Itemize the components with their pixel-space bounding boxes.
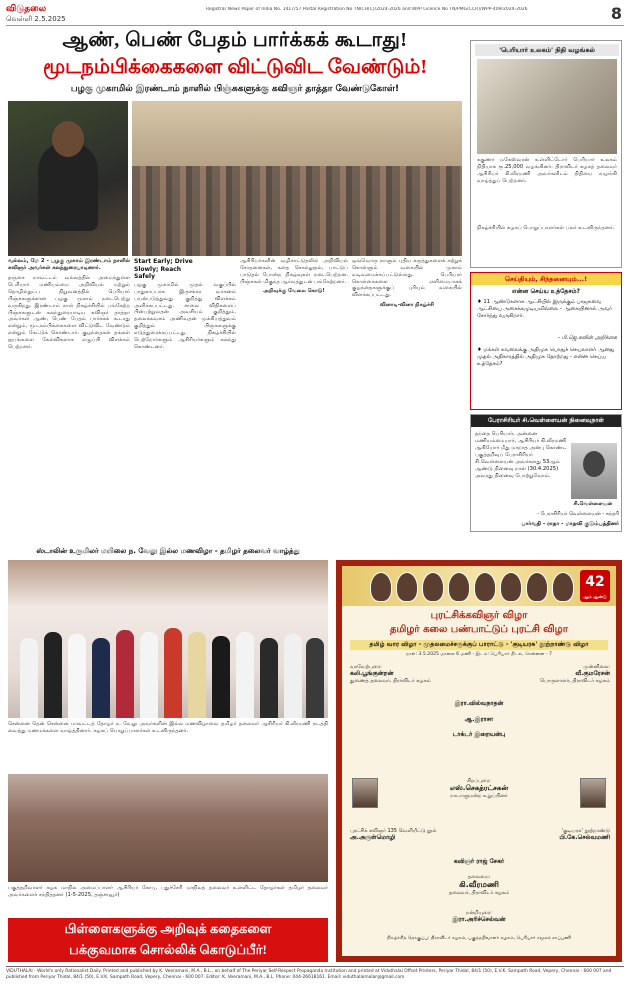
- ad-title-2: தமிழர் கலை பண்பாட்டுப் புரட்சி விழா: [390, 624, 568, 635]
- lead-column-1: [8, 258, 130, 540]
- ad-detail: நாள்: 3.5.2025 மாலை 6 மணி - இடம்: பெரியார் திடல், சென்னை - 7: [406, 652, 552, 657]
- audience-photo: [132, 101, 462, 256]
- person-figure: [260, 638, 278, 718]
- obituary-box: [470, 414, 622, 532]
- person-figure: [188, 632, 206, 718]
- badge-number: 42: [585, 574, 605, 590]
- wedding-caption: சென்னை தென் சென்னை மாவட்டத் தோழர் ந. வேலு அவர்களின் இல்ல மணவிழாவை தமிழர் தலைவர் ஆசிரியர் கி.வீரமணி நடத்தி வைத்து மணமக்களை வாழ்த்தினார். கழகப் பொறுப்பாளர்கள் உடனிருந்தனர்.: [8, 721, 328, 734]
- audience-rows: [132, 166, 462, 256]
- news-and-thought-box: [470, 272, 622, 410]
- lead-headline-2: மூடநம்பிக்கைகளை விட்டுவிட வேண்டும்!: [42, 56, 428, 78]
- ad-footer-note: நிகழ்ச்சித் தொகுப்பு: திராவிடர் கழகம், பகுத்தறிவாளர் கழகம், பெரியார் சமூகக் காப்பணி: [386, 936, 572, 941]
- portrait-head: [583, 451, 605, 477]
- guest-2-name: ஆ.இராசா: [464, 715, 494, 723]
- news-thought-question: என்ன செய்ய உத்தேசம்?: [512, 288, 580, 295]
- lead-role: பொருளாளர், திராவிடர் கழகம்: [540, 677, 610, 684]
- sidebar-feature-photo: [477, 59, 617, 154]
- page-number: 8: [610, 4, 622, 23]
- obituary-body: தந்தை பெரியார், அன்னை மணியம்மையார், ஆசிரியர் கி.வீரமணி ஆகியோர் மீது மாறாத அன்பு கொண்ட பகுத்தறிவுப் பேராசிரியர் சி.வெள்ளையன் அவர்களது 53ஆம் ஆண்டு நினைவு நாள் (30.4.2025) அவரது நினைவு போற்றுவோம்.: [475, 431, 567, 480]
- release-name: அ.அருள்மொழி: [350, 834, 396, 842]
- lead-col1-text: தஞ்சை மாவட்டம் வல்லத்தில் அமைந்துள்ள பெரியார் மணியம்மை அறிவியல் மற்றும் தொழில்நுட்ப நிறுவனத்தில் பெரியார் பிஞ்சுகளுக்கான பழகு முகாம் நடைபெற்று வருகிறது. இரண்டாம் நாள் நிகழ்ச்சியில் பங்கேற்ற பிஞ்சுகளுடன் கலந்துரையாடிய கவிஞர் தாத்தா அவர்கள் ஆண், பெண் பேதம் பார்க்கக் கூடாது என்றும், மூடநம்பிக்கைகளை விட்டுவிட வேண்டும் என்றும் கேட்டுக் கொண்டார். குழந்தைகள் தங்கள் ஐயங்களை கேள்விகளாக எழுப்பி விளக்கம் பெற்றனர்.: [8, 275, 130, 350]
- ad-presided: [350, 874, 608, 897]
- person-figure: [164, 628, 182, 718]
- anniversary-badge: [580, 570, 610, 602]
- leader-portrait: [552, 572, 574, 602]
- group-caption: பகுத்தறிவாளர் கழக மாநில அமைப்பாளர் ஆசிரியர் கோபு, புதுச்சேரி மாநிலத் தலைவர் உள்ளிட்ட தோழர்கள் தமிழர் தலைவர் அவர்களைச் சந்தித்தனர் (1-5-2025, தஞ்சாவூர்): [8, 885, 328, 898]
- leader-portrait: [370, 572, 392, 602]
- person-figure: [284, 634, 302, 718]
- lead-column-4: [352, 258, 462, 540]
- obituary-family: பார்வதி - ராதா - மாதவி குடும்பத்தினர்: [521, 521, 619, 528]
- ad-speaker-photo-left: [352, 778, 378, 808]
- person-figure: [44, 632, 62, 718]
- thanks-label: நன்றியுரை:: [466, 910, 492, 916]
- ad-release: [350, 828, 476, 842]
- ad-speaker-photo-right: [580, 778, 606, 808]
- leader-portrait: [500, 572, 522, 602]
- welcome-label: வரவேற்புரை:: [350, 664, 382, 670]
- chief-role: நாடாளுமன்ற உறுப்பினர்: [450, 793, 508, 799]
- lead-headline-1: ஆண், பெண் பேதம் பார்க்கக் கூடாது!: [62, 29, 408, 51]
- person-figure: [306, 638, 324, 718]
- presided-role: தலைவர், திராவிடர் கழகம்: [448, 890, 510, 897]
- start-early-title: Start Early; Drive Slowly; Reach Safely: [134, 258, 193, 280]
- masthead: [6, 4, 624, 26]
- wedding-stage-photo: [8, 560, 328, 718]
- news-thought-item-2: ♦ மக்கள் கவலைக்கு அதிமுக பொதுச் செயலாளர் ஆனது முதல் அதிகாரத்தில் அதிமுக தோற்றது - என்ன செய்ய உத்தேசம்?: [477, 347, 615, 368]
- welcome-name: கலி.பூங்குன்றன்: [350, 670, 394, 678]
- date-line: வெள்ளி 2.5.2025: [6, 15, 66, 23]
- lead-col4-subhead: வினாடி-வினா நிகழ்ச்சி: [379, 302, 435, 309]
- leader-portrait: [422, 572, 444, 602]
- ad-award: [350, 858, 608, 866]
- ad-heads: [370, 570, 570, 604]
- ad-guests: [382, 700, 576, 739]
- news-thought-title: செய்தியும், சிந்தனையும்...!: [471, 273, 621, 285]
- lead-column-3: [240, 258, 348, 540]
- paper-name: விடுதலை: [6, 4, 47, 14]
- person-figure: [92, 638, 110, 718]
- sidebar-feature-title: 'பெரியார் உலகம்' நிதி வழங்கல்: [475, 44, 619, 56]
- person-figure: [68, 634, 86, 718]
- imprint-footer: VIDUTHALAI - World's only Rationalist Daily. Printed and published by K. Veeramani, M.A., B.L., on behalf of The Periyar Self-Respect Propaganda Institution and printed at Viduthalai Offset Printers, Periyar Thidal, 84/1 (50), E.V.K. Sampath Road, Vepery, Chennai - 600 007 and published from Periyar Thidal, 84/1 (50), E.V.K. Sampath Road, Vepery, Chennai - 600 007. Editor: K. Veeramani, M.A., B.L. Phone: 044-26618161. Email: viduthalaimalar@gmail.com: [6, 966, 624, 996]
- news-thought-item-1: ♦ 11 ஆண்டுகளாக ஆட்சியில் இருக்கும் பாஜகவை ஆட்சியை அசைக்கமுடியவில்லை - ஆகையினால் அவர் சோர்ந்து வருகிறார்.: [477, 299, 612, 320]
- person-figure: [236, 632, 254, 718]
- lead-name: வீ.குமரேசன்: [575, 670, 610, 678]
- lead-col2-text: பழகு முகாமில் முதல் வகுப்பில் பாதுகாப்பாக இருசக்கர வாகனம் பயன்படுத்துவது குறித்து விளக்கம் அளிக்கப்பட்டது. சாலை விதிகளைப் பின்பற்றுவதன் அவசியம் குறித்தும், தலைக்கவசம் அணிவதன் முக்கியத்துவம் குறித்தும் பிஞ்சுகளுக்கு எடுத்துரைக்கப்பட்டது. நிகழ்ச்சியில் பெற்றோர்களும் ஆசிரியர்களும் கலந்து கொண்டனர்.: [134, 282, 236, 350]
- ad-portrait-strip: [342, 566, 616, 606]
- book-label: 'குடியரசு' நூற்றாண்டு: [561, 828, 610, 834]
- leader-portrait: [526, 572, 548, 602]
- banner-line-2: பக்குவமாக சொல்லிக் கொடுப்பீர்!: [69, 942, 267, 957]
- lead-label: முன்னிலை:: [583, 664, 610, 670]
- person-figure: [212, 636, 230, 718]
- sidebar-feature-body: சுகுணா மகேஸ்வரன் உள்ளிட்டோர் பெரியார் உலகம் நிதியாக ரூ.25,000 வழங்கினர். திராவிடர் கழகத் தலைவர் ஆசிரியர் கி.வீரமணி அவர்களிடம் நிதியை வழங்கி வாழ்த்துப் பெற்றனர்.: [477, 157, 617, 184]
- ad-chief: [384, 778, 574, 799]
- ad-title-1: புரட்சிக்கவிஞர் விழா: [430, 610, 528, 621]
- leader-portrait: [396, 572, 418, 602]
- ad-lead: [482, 664, 610, 684]
- book-name: பி.கே.செல்வமணி: [559, 834, 610, 842]
- obituary-title: பேராசிரியர் சி.வெள்ளையன் நினைவுநாள்: [471, 415, 621, 427]
- chief-name: எஸ்.செகத்ரட்சகன்: [449, 784, 509, 793]
- presided-label: தலைமை:: [467, 874, 491, 880]
- lead-col3-text: ஆசிரியர்களின் வழிகாட்டுதலில் அறிவியல் சோதனைகள், கதை சொல்லுதல், பாட்டுப் பாடுதல் போன்ற நிகழ்வுகள் நடைபெற்றன. பிஞ்சுகள் மிகுந்த ஆர்வத்துடன் பங்கேற்றனர்.: [240, 258, 348, 285]
- award-name: கவிஞர் ராஜ் சேகர்: [453, 858, 505, 865]
- leader-portrait: [448, 572, 470, 602]
- group-photo: [8, 774, 328, 882]
- news-thought-source: - பி.ஜெ.கவின் அறிக்கை: [558, 335, 617, 341]
- leader-portrait: [474, 572, 496, 602]
- photo-caption: வல்லம், மே 2 - பழகு முகாம் இரண்டாம் நாளில் கவிஞர் அவர்கள் கலந்துரையாடினார்.: [8, 258, 130, 272]
- ad-thanks: [350, 910, 608, 924]
- ad-welcome: [350, 664, 480, 684]
- ad-book: [482, 828, 610, 842]
- sidebar-feature-body-2: நிகழ்ச்சியில் கழகப் பொறுப்பாளர்கள் பலர் உடனிருந்தனர்.: [477, 225, 615, 231]
- ad-title-3: தமிழ் வார விழா - முதலமைச்சருக்குப் பாராட்டு - 'குடியரசு' நூற்றாண்டு விழா: [350, 640, 608, 650]
- red-banner: [8, 918, 328, 962]
- obituary-portrait: [571, 443, 617, 499]
- speaker-photo: [8, 101, 128, 256]
- person-figure: [140, 632, 158, 718]
- registration-line: Registrar News Paper of India No. 1417/57 Postal Registration No TN/CH(C)/2024-2026 and WPP Licence No TN/PMG(CCR)/WPP-409/2024-2026: [206, 7, 528, 12]
- obituary-from: - பேராசிரியர் வெள்ளையன் - சுந்தரி: [537, 511, 619, 517]
- release-label: புரட்சிக் கவிஞர் 135 வெளியீட்டு நூல்: [350, 828, 437, 834]
- sidebar-feature: [470, 40, 622, 268]
- lead-subheadline: பழகு முகாமில் இரண்டாம் நாளில் பிஞ்சுகளுக்கு கவிஞர் தாத்தா வேண்டுகோள்!: [70, 84, 400, 94]
- chief-label: சிறப்புரை:: [467, 778, 491, 784]
- person-figure: [116, 630, 134, 718]
- thanks-name: இரா.அரிச்செல்வன்: [452, 916, 506, 924]
- presided-name: கி.வீரமணி: [459, 880, 499, 890]
- obituary-name: சி.வெள்ளையன்: [573, 501, 613, 507]
- lead-col3-subhead: அறிவுக்கு வேலை கொடு!: [263, 288, 325, 295]
- welcome-role: துணைத் தலைவர், திராவிடர் கழகம்: [350, 677, 431, 684]
- guest-1-name: இரா.வில்வநாதன்: [454, 700, 504, 707]
- wedding-headline: ஸ்டாலின் உருமிலர் மயிலை ந. வேலு இல்ல மணவிழா - தமிழர் தலைவர் வாழ்த்து: [36, 547, 300, 555]
- speaker-head: [52, 121, 84, 157]
- badge-text: ஆம் ஆண்டு: [583, 594, 607, 599]
- person-figure: [20, 638, 38, 718]
- festival-advertisement: [336, 560, 622, 962]
- lead-col4-text: ஒவ்வொரு நாளும் புதிய கருத்துகளைக் கற்றுக் கொள்ளும் வகையில் முகாம் வடிவமைக்கப்பட்டுள்ளது. பெரியார் கொள்கைகளை எளிமையாகக் குழந்தைகளுக்குப் புரியும் வகையில் விளக்கப்பட்டது.: [352, 258, 462, 299]
- guest-3-name: டாக்டர் இறையன்பு: [452, 731, 506, 738]
- banner-line-1: பிள்ளைகளுக்கு அறிவுக் கதைகளை: [64, 921, 272, 936]
